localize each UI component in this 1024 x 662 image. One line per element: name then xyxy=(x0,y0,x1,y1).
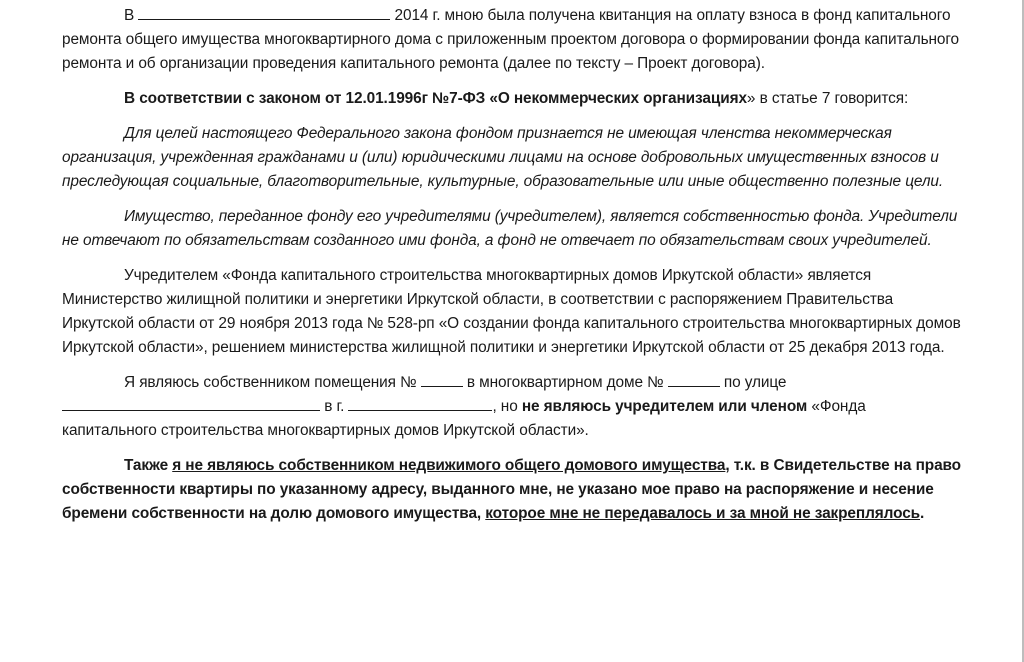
date-blank-field[interactable] xyxy=(138,5,390,20)
text: в г. xyxy=(324,398,345,415)
document-body xyxy=(62,4,962,526)
law-title: В соответствии с законом от 12.01.1996г №7-ФЗ «О некоммерческих организациях xyxy=(124,90,747,107)
underlined-statement: которое мне не передавалось и за мной не закреплялось xyxy=(485,505,921,522)
quote-fund-definition: Для целей настоящего Федерального закона фондом признается не имеющая членства некоммерческая организация, учрежденная гражданами и (или) юридическими лицами на основе добровольных имущественных взносов и преследующая социальные, благотворительные, культурные, образовательные или иные общественно полезные цели. xyxy=(62,125,944,190)
text: «Фонда капитального строительства многоквартирных домов Иркутской области». xyxy=(62,398,866,439)
apartment-number-field[interactable] xyxy=(421,372,463,387)
text: по улице xyxy=(723,374,787,391)
paragraph-not-owner xyxy=(62,454,962,526)
text: в статье 7 говорится: xyxy=(755,90,909,107)
house-number-field[interactable] xyxy=(668,372,720,387)
city-field[interactable] xyxy=(348,396,492,411)
text: Я являюсь собственником помещения № xyxy=(124,374,417,391)
text: , т.к. в Свидетельстве на право собственности квартиры по указанному адресу, выданного мне, не указано мое право на распоряжение и несение бремени собственности на долю домового имущества, xyxy=(62,457,961,522)
paragraph-ownership xyxy=(62,371,962,443)
text: Также xyxy=(124,457,173,474)
text: в многоквартирном доме № xyxy=(466,374,664,391)
text: В xyxy=(124,7,135,24)
quote-fund-property: Имущество, переданное фонду его учредителями (учредителем), является собственностью фонда. Учредители не отвечают по обязательствам созданного ими фонда, а фонд не отвечает по обязательствам своих учредителей. xyxy=(62,208,958,249)
text: 2014 г. мною была получена квитанция на оплату взноса в фонд капитального ремонта общего имущества многоквартирного дома с приложенным проектом договора о формировании фонда капитального ремонта и об организации проведения капитального ремонта (далее по тексту – Проект договора). xyxy=(62,7,960,72)
emphasis: не являюсь учредителем или членом xyxy=(521,398,808,415)
text: , но xyxy=(492,398,518,415)
text: . xyxy=(920,505,925,522)
paragraph-founder: Учредителем «Фонда капитального строительства многоквартирных домов Иркутской области» является Министерство жилищной политики и энергетики Иркутской области, в соответствии с распоряжением Правительства Иркутской области от 29 ноября 2013 года № 528-рп «О создании фонда капитального строительства многоквартирных домов Иркутской области», решением министерства жилищной политики и энергетики Иркутской области от 25 декабря 2013 года. xyxy=(62,267,961,356)
text: » xyxy=(746,90,756,107)
paragraph-receipt xyxy=(62,4,962,76)
underlined-statement: я не являюсь собственником недвижимого общего домового имущества xyxy=(172,457,726,474)
paragraph-law-reference xyxy=(62,87,962,111)
street-field[interactable] xyxy=(62,396,320,411)
